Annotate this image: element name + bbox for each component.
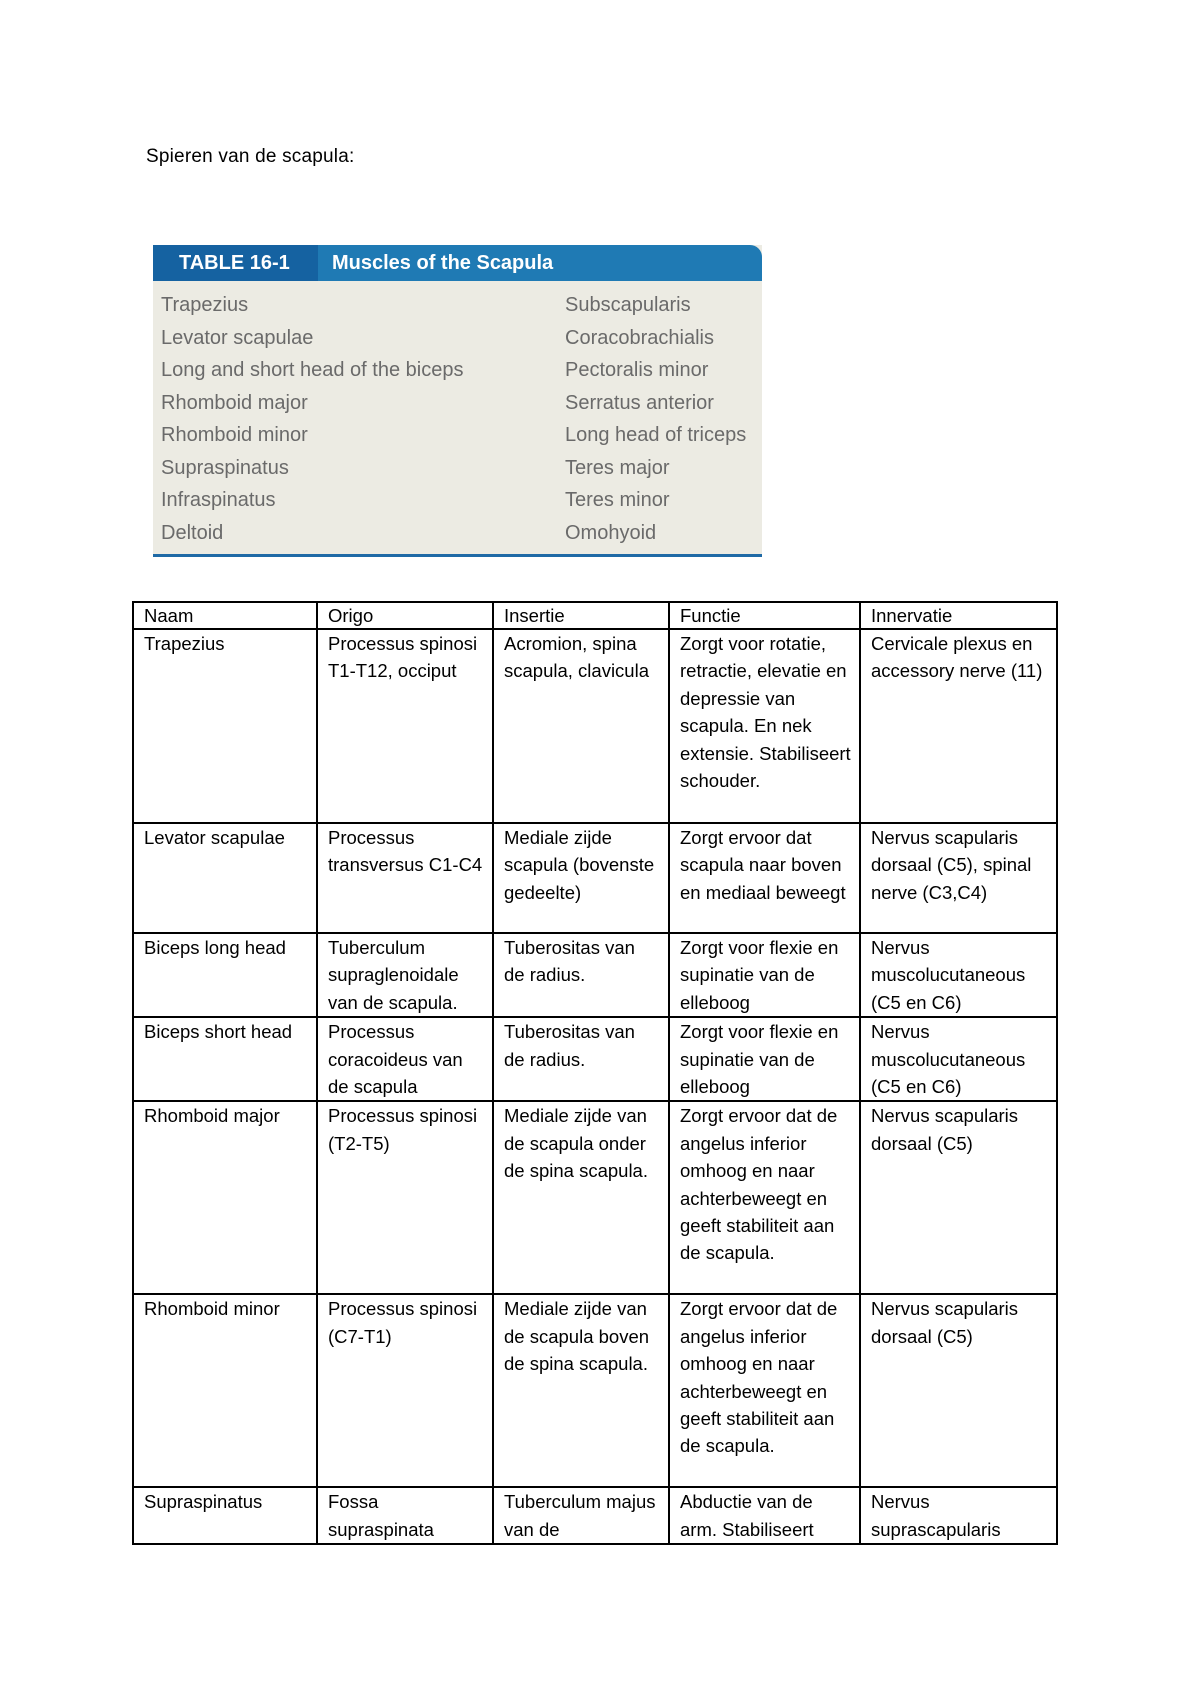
cell-innervatie: Nervus scapularis dorsaal (C5)	[860, 1294, 1057, 1487]
column-header-naam: Naam	[133, 602, 317, 629]
cell-insertie: Tuberositas van de radius.	[493, 1017, 669, 1101]
table-row	[133, 823, 1057, 933]
textbook-muscle: Levator scapulae	[161, 326, 314, 349]
column-header-insertie: Insertie	[493, 602, 669, 629]
textbook-muscle: Long head of triceps	[565, 424, 747, 446]
table-row	[133, 1017, 1057, 1101]
cell-functie: Zorgt voor flexie en supinatie van de elleboog	[669, 933, 860, 1017]
cell-origo: Processus coracoideus van de scapula	[317, 1017, 493, 1101]
textbook-muscle: Subscapularis	[565, 294, 691, 316]
textbook-muscle: Omohyoid	[565, 521, 657, 544]
textbook-muscle: Long and short head of the biceps	[161, 359, 464, 381]
textbook-right-column	[565, 289, 746, 549]
textbook-muscle: Serratus anterior	[565, 391, 714, 414]
table-row	[133, 933, 1057, 1017]
cell-innervatie: Nervus suprascapularis	[860, 1487, 1057, 1544]
table-row	[133, 1487, 1057, 1544]
textbook-table-number: TABLE 16-1	[153, 245, 318, 281]
cell-origo: Fossa supraspinata	[317, 1487, 493, 1544]
cell-innervatie: Nervus muscolucutaneous (C5 en C6)	[860, 1017, 1057, 1101]
cell-origo: Processus spinosi T1-T12, occiput	[317, 629, 493, 823]
cell-innervatie: Nervus muscolucutaneous (C5 en C6)	[860, 933, 1057, 1017]
column-header-innervatie: Innervatie	[860, 602, 1057, 629]
cell-insertie: Acromion, spina scapula, clavicula	[493, 629, 669, 823]
column-header-functie: Functie	[669, 602, 860, 629]
cell-naam: Rhomboid minor	[133, 1294, 317, 1487]
cell-origo: Processus transversus C1-C4	[317, 823, 493, 933]
cell-functie: Zorgt ervoor dat scapula naar boven en mediaal beweegt	[669, 823, 860, 933]
textbook-muscle: Pectoralis minor	[565, 359, 709, 381]
table-row	[133, 1294, 1057, 1487]
cell-origo: Tuberculum supraglenoidale van de scapula.	[317, 933, 493, 1017]
textbook-table-bottom-rule	[153, 554, 762, 557]
textbook-muscle: Trapezius	[161, 294, 249, 316]
cell-innervatie: Cervicale plexus en accessory nerve (11)	[860, 629, 1057, 823]
textbook-left-column	[161, 289, 463, 549]
cell-naam: Trapezius	[133, 629, 317, 823]
cell-naam: Biceps short head	[133, 1017, 317, 1101]
textbook-muscle: Teres minor	[565, 489, 670, 511]
textbook-table-image	[153, 245, 762, 557]
cell-naam: Levator scapulae	[133, 823, 317, 933]
textbook-table-title: Muscles of the Scapula	[332, 252, 554, 274]
textbook-muscle: Deltoid	[161, 521, 224, 544]
cell-innervatie: Nervus scapularis dorsaal (C5), spinal nerve (C3,C4)	[860, 823, 1057, 933]
cell-naam: Biceps long head	[133, 933, 317, 1017]
cell-origo: Processus spinosi (C7-T1)	[317, 1294, 493, 1487]
table-header-row	[133, 602, 1057, 629]
cell-naam: Rhomboid major	[133, 1101, 317, 1294]
textbook-muscle: Coracobrachialis	[565, 326, 714, 349]
cell-origo: Processus spinosi (T2-T5)	[317, 1101, 493, 1294]
textbook-muscle: Teres major	[565, 456, 670, 479]
textbook-muscle: Infraspinatus	[161, 489, 276, 511]
cell-functie: Zorgt ervoor dat de angelus inferior omhoog en naar achterbeweegt en geeft stabiliteit aan de scapula.	[669, 1101, 860, 1294]
cell-insertie: Tuberositas van de radius.	[493, 933, 669, 1017]
cell-functie: Zorgt ervoor dat de angelus inferior omhoog en naar achterbeweegt en geeft stabiliteit aan de scapula.	[669, 1294, 860, 1487]
cell-insertie: Mediale zijde van de scapula onder de spina scapula.	[493, 1101, 669, 1294]
cell-functie: Zorgt voor rotatie, retractie, elevatie en depressie van scapula. En nek extensie. Stabiliseert schouder.	[669, 629, 860, 823]
page-heading: Spieren van de scapula:	[146, 146, 355, 167]
table-row	[133, 629, 1057, 823]
muscle-table	[132, 601, 1058, 1545]
cell-insertie: Mediale zijde van de scapula boven de spina scapula.	[493, 1294, 669, 1487]
table-row	[133, 1101, 1057, 1294]
cell-innervatie: Nervus scapularis dorsaal (C5)	[860, 1101, 1057, 1294]
column-header-origo: Origo	[317, 602, 493, 629]
textbook-muscle: Supraspinatus	[161, 456, 289, 479]
cell-naam: Supraspinatus	[133, 1487, 317, 1544]
textbook-muscle: Rhomboid major	[161, 391, 308, 414]
cell-functie: Abductie van de arm. Stabiliseert	[669, 1487, 860, 1544]
cell-insertie: Mediale zijde scapula (bovenste gedeelte)	[493, 823, 669, 933]
cell-functie: Zorgt voor flexie en supinatie van de elleboog	[669, 1017, 860, 1101]
cell-insertie: Tuberculum majus van de	[493, 1487, 669, 1544]
textbook-table-header	[153, 245, 762, 281]
textbook-muscle: Rhomboid minor	[161, 424, 308, 446]
